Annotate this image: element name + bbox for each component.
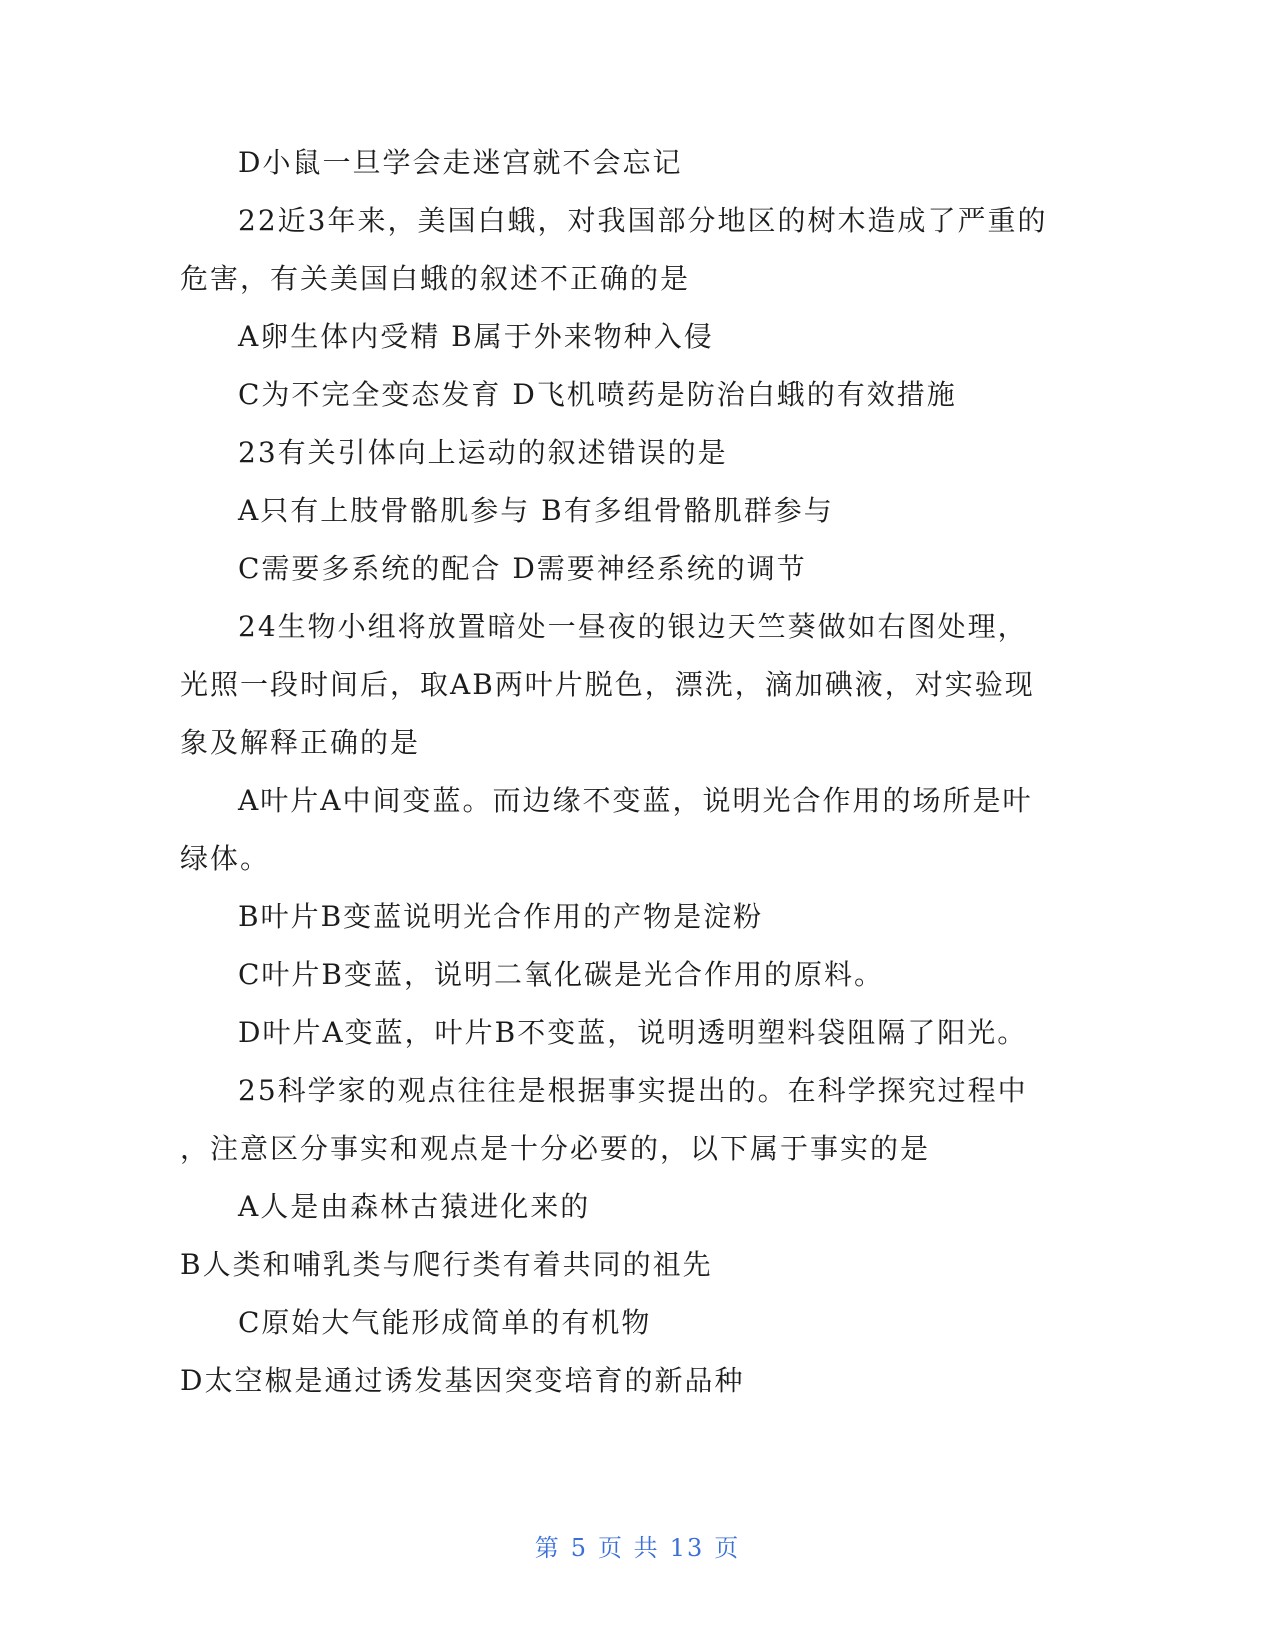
page-footer [0,1528,1275,1563]
footer-page-number: 5 [570,1534,589,1562]
text-line: B人类和哺乳类与爬行类有着共同的祖先 [180,1248,713,1281]
text-line: C叶片B变蓝，说明二氧化碳是光合作用的原料。 [238,958,885,991]
text-line: 绿体。 [180,842,271,875]
text-line: A只有上肢骨骼肌参与 B有多组骨骼肌群参与 [238,494,834,527]
text-line: D小鼠一旦学会走迷宫就不会忘记 [238,146,683,179]
footer-middle: 页 共 [598,1534,660,1562]
text-line: 22近3年来，美国白蛾，对我国部分地区的树木造成了严重的 [238,204,1048,237]
text-line: C需要多系统的配合 D需要神经系统的调节 [238,552,807,585]
text-line: B叶片B变蓝说明光合作用的产物是淀粉 [238,900,764,933]
text-line: 象及解释正确的是 [180,726,421,759]
text-line: ，注意区分事实和观点是十分必要的，以下属于事实的是 [180,1132,931,1165]
text-line: D叶片A变蓝，叶片B不变蓝，说明透明塑料袋阻隔了阳光。 [238,1016,1028,1049]
footer-prefix: 第 [534,1534,561,1562]
text-line: A叶片A中间变蓝。而边缘不变蓝，说明光合作用的场所是叶 [238,784,1033,817]
footer-total-pages: 13 [669,1534,705,1562]
text-line: 危害，有关美国白蛾的叙述不正确的是 [180,262,691,295]
text-line: 23有关引体向上运动的叙述错误的是 [238,436,728,469]
footer-suffix: 页 [714,1534,741,1562]
text-line: C原始大气能形成简单的有机物 [238,1306,652,1339]
text-line: C为不完全变态发育 D飞机喷药是防治白蛾的有效措施 [238,378,957,411]
text-line: A人是由森林古猿进化来的 [238,1190,591,1223]
text-line: 光照一段时间后，取AB两叶片脱色，漂洗，滴加碘液，对实验现 [180,668,1035,701]
text-line: D太空椒是通过诱发基因突变培育的新品种 [180,1364,745,1397]
text-line: 24生物小组将放置暗处一昼夜的银边天竺葵做如右图处理， [238,610,1028,643]
text-line: A卵生体内受精 B属于外来物种入侵 [238,320,714,353]
text-line: 25科学家的观点往往是根据事实提出的。在科学探究过程中 [238,1074,1028,1107]
